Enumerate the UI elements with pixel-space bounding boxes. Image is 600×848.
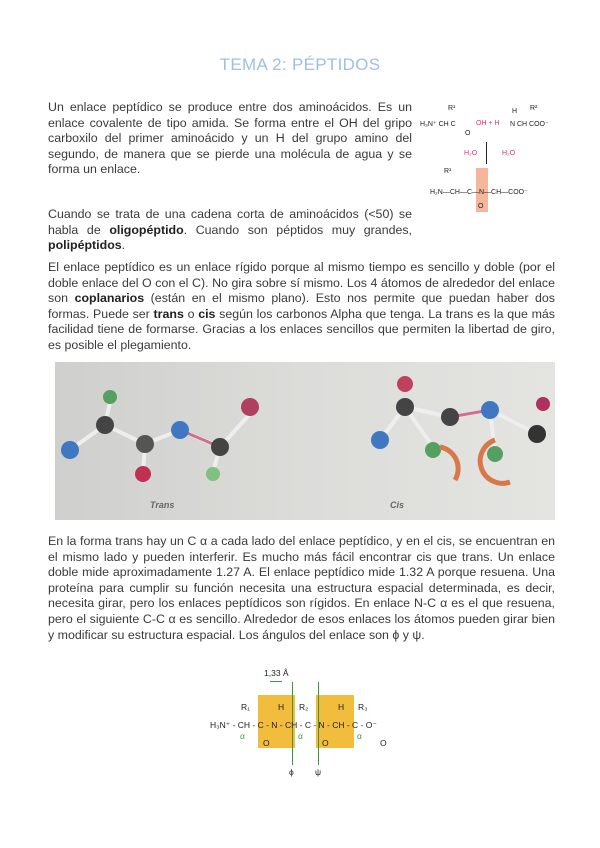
term-polipeptidos: polipéptidos [48,238,122,253]
alpha-label: α [240,731,245,741]
oxygen-label: O [465,130,471,137]
page-title: TEMA 2: PÉPTIDOS [219,55,381,74]
paragraph-oligopeptide [48,207,412,254]
r1-label: R¹ [448,105,456,112]
alpha-label: α [298,731,303,741]
oxygen-label: O [263,738,270,748]
text: . [121,238,126,253]
nitrogen-atom [61,441,79,459]
carbon-atom [136,435,154,453]
water-left: H₂O [464,150,478,157]
oxygen-atom [536,397,550,411]
carbon-atom [396,398,414,416]
carbon-atom [96,416,114,434]
bond-length-label: 1,33 Å [264,668,289,678]
h-label: H [512,108,518,115]
term-oligopeptido: oligopéptido [109,222,184,237]
r2-label: R² [530,105,538,112]
paragraph-rigid-bond [48,260,555,354]
oh-h-label: OH + H [476,120,500,127]
oxygen-atom [397,376,413,392]
reactant-right: N CH COO⁻ [510,121,549,128]
r-group-atom [487,446,503,462]
steric-clash-arc [440,447,458,480]
psi-label: ψ [315,767,322,777]
reactant-left: H₃N⁺ CH C [420,121,456,128]
nitrogen-atom [171,421,189,439]
product-formula: H₂N—CH—C—N—CH—COO⁻ [430,189,528,196]
text: según los carbonos Alpha que tenga. La trans es la que más facilidad tiene de formarse. Gracias a los enlaces sencillos que permiten la libertad de giro, es posible el plegamiento. [48,306,555,352]
oxygen-label: O [322,738,329,748]
carbon-atom [211,438,229,456]
r-group-atom [206,467,220,481]
phi-label: ϕ [289,767,294,777]
water-right: H₂O [502,150,516,157]
term-coplanarios: coplanarios [74,291,145,306]
text: Cuando se trata de una cadena corta de aminoácidos (<50) se habla de [48,207,412,237]
r-group-atom [425,442,441,458]
text: El enlace peptídico es un enlace rígido porque al mismo tiempo es sencillo y doble (por el doble enlace del O con el C). No gira sobre sí mismo. Los 4 átomos de alrededor del enlace son [48,260,555,306]
cis-label: Cis [390,500,405,510]
carbon-atom [441,408,459,426]
term-trans: trans [153,306,184,321]
trans-cis-model-photo [55,362,555,520]
peptide-bond-reaction-diagram [420,105,570,220]
alpha-label: α [357,731,362,741]
paragraph-trans-cis: En la forma trans hay un C α a cada lado del enlace peptídico, y en el cis, se encuentran en el mismo lado y pueden interferir. Es mucho más fácil encontrar cis que trans. Un enlace doble mide aproximadamente 1.27 A. El enlace peptídico mide 1.32 A porque resuena. Una proteína para cumplir su función necesita una estructura espacial determinada, es decir, necesita girar, pero los enlaces peptídicos son rígidos. En enlace N-C α es el que resuena, pero el siguiente C-C α es sencillo. Alrededor de esos enlaces los átomos pueden girar bien y modificar su estructura espacial. Los ángulos del enlace son ϕ y ψ. [48,534,555,642]
trans-label: Trans [150,500,175,510]
product-oxygen: O [478,203,484,210]
text: (están en el mismo plano). Esto nos permite que puedan haber dos formas. Puede ser [48,291,555,321]
nitrogen-atom [481,401,499,419]
text: . Cuando son péptidos muy grandes, [183,222,413,237]
peptide-backbone-diagram [200,660,420,780]
oxygen-label: O [380,738,387,748]
r1-label: R₁ [241,702,251,712]
backbone-chain: H₃N⁺ - CH - C - N - CH - C - N - CH - C - O⁻ [210,720,377,730]
product-r1: R¹ [444,168,452,175]
nitrogen-atom [371,431,389,449]
term-cis: cis [198,306,216,321]
molecule-models [55,362,555,520]
h-label: H [278,702,285,712]
text: o [183,306,199,321]
oxygen-atom [135,466,151,482]
carbon-atom [528,425,546,443]
r2-label: R₂ [299,702,309,712]
h-label: H [338,702,345,712]
r-group-atom [103,390,117,404]
r3-label: R₃ [358,702,368,712]
paragraph-peptide-bond: Un enlace peptídico se produce entre dos aminoácidos. Es un enlace covalente de tipo amida. Se forma entre el OH del gripo carboxilo del primer aminoácido y un H del grupo amino del segundo, de manera que se pierde una molécula de agua y se forma un enlace. [48,100,412,177]
oxygen-atom [241,398,259,416]
